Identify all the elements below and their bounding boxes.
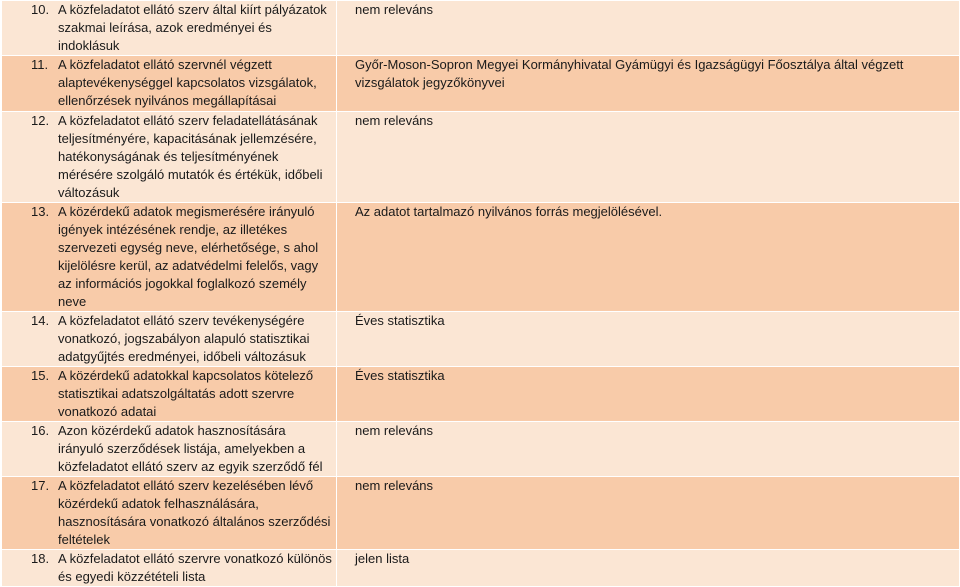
item-description: A közérdekű adatok megismerésére irányuló igények intézésének rendje, az illetékes szervezeti egység neve, elérhetősége, s ahol kijelölésre kerül, az adatvédelmi felelős, vagy az információs jogokkal foglalkozó személy neve <box>58 204 319 309</box>
table-row <box>2 1 960 56</box>
item-cell <box>2 312 337 367</box>
value-cell <box>337 1 960 56</box>
item-value: nem releváns <box>355 478 434 493</box>
disclosure-table <box>1 0 960 587</box>
item-cell <box>2 203 337 312</box>
item-cell <box>2 477 337 550</box>
table-row <box>2 367 960 422</box>
item-cell <box>2 1 337 56</box>
item-number: 10. <box>31 2 50 17</box>
item-description: A közfeladatot ellátó szerv tevékenységére vonatkozó, jogszabályon alapuló statisztikai adatgyűjtés eredményei, időbeli változásuk <box>58 313 310 364</box>
item-number: 15. <box>31 368 50 383</box>
item-value: Éves statisztika <box>355 313 445 328</box>
item-number: 11. <box>31 57 49 72</box>
table-row <box>2 203 960 312</box>
item-description: A közfeladatot ellátó szerv által kiírt pályázatok szakmai leírása, azok eredményei és indoklásuk <box>58 2 327 53</box>
item-value: Éves statisztika <box>355 368 445 383</box>
item-cell <box>2 112 337 203</box>
item-description: Azon közérdekű adatok hasznosítására irányuló szerződések listája, amelyekben a közfeladatot ellátó szerv az egyik szerződő fél <box>58 423 323 474</box>
value-cell <box>337 56 960 112</box>
value-cell <box>337 422 960 477</box>
table-row <box>2 112 960 203</box>
value-cell <box>337 550 960 587</box>
item-number: 12. <box>31 113 50 128</box>
value-cell <box>337 112 960 203</box>
value-cell <box>337 312 960 367</box>
item-number: 16. <box>31 423 50 438</box>
value-cell <box>337 477 960 550</box>
item-cell <box>2 367 337 422</box>
item-number: 18. <box>31 551 50 566</box>
item-cell <box>2 56 337 112</box>
item-description: A közfeladatot ellátó szerv feladatellátásának teljesítményére, kapacitásának jellemzésére, hatékonyságának és teljesítményének mérésére szolgáló mutatók és értékük, időbeli változásuk <box>58 113 323 200</box>
value-cell <box>337 203 960 312</box>
item-value: nem releváns <box>355 113 434 128</box>
value-cell <box>337 367 960 422</box>
table-row <box>2 477 960 550</box>
item-description: A közfeladatot ellátó szervnél végzett alaptevékenységgel kapcsolatos vizsgálatok, ellenőrzések nyilvános megállapításai <box>58 57 317 108</box>
item-value: jelen lista <box>355 551 410 566</box>
item-number: 14. <box>31 313 50 328</box>
item-cell <box>2 550 337 587</box>
item-description: A közfeladatot ellátó szervre vonatkozó különös és egyedi közzétételi lista <box>58 551 332 584</box>
item-description: A közfeladatot ellátó szerv kezelésében lévő közérdekű adatok felhasználására, hasznosítására vonatkozó általános szerződési feltételek <box>58 478 331 547</box>
item-value: nem releváns <box>355 2 434 17</box>
table-row <box>2 422 960 477</box>
item-value: Az adatot tartalmazó nyilvános forrás megjelölésével. <box>355 204 663 219</box>
item-description: A közérdekű adatokkal kapcsolatos kötelező statisztikai adatszolgáltatás adott szervre vonatkozó adatai <box>58 368 314 419</box>
table-row <box>2 550 960 587</box>
item-value: Győr-Moson-Sopron Megyei Kormányhivatal Gyámügyi és Igazságügyi Főosztálya által végzett vizsgálatok jegyzőkönyvei <box>355 57 904 90</box>
table-row <box>2 312 960 367</box>
table-row <box>2 56 960 112</box>
item-cell <box>2 422 337 477</box>
item-number: 13. <box>31 204 50 219</box>
item-value: nem releváns <box>355 423 434 438</box>
item-number: 17. <box>31 478 50 493</box>
